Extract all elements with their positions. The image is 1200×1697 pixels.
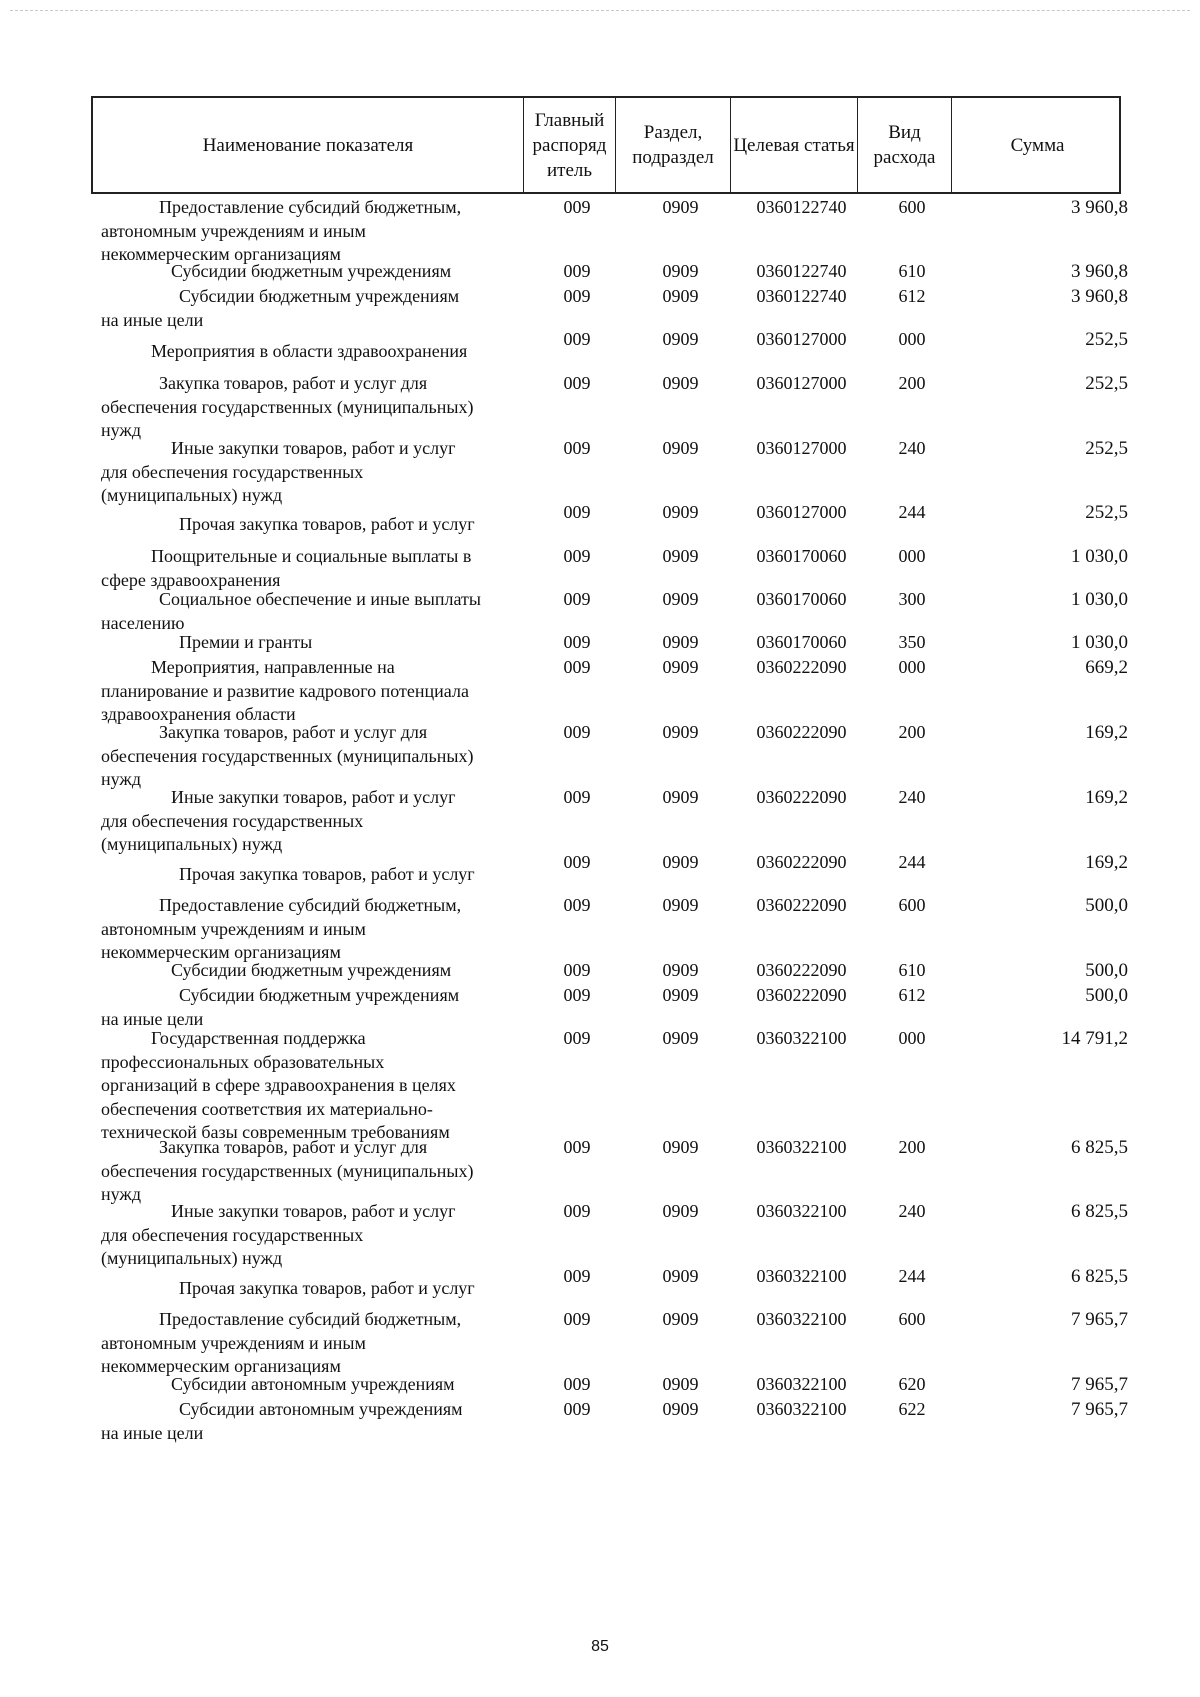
table-row — [101, 984, 1131, 1031]
row-name: Поощрительные и социальные выплаты в сфере здравоохранения — [101, 546, 472, 590]
row-razdel: 0909 — [662, 632, 699, 652]
row-celevaya: 0360222090 — [756, 852, 847, 872]
row-vid: 612 — [898, 985, 926, 1005]
row-razdel: 0909 — [662, 502, 699, 522]
row-glavny: 009 — [563, 960, 591, 980]
table-row — [101, 894, 1131, 965]
row-vid: 240 — [898, 1201, 926, 1221]
row-glavny: 009 — [563, 197, 591, 217]
row-razdel: 0909 — [662, 329, 699, 349]
row-name: Субсидии автономным учреждениям на иные цели — [101, 1399, 463, 1443]
row-vid: 200 — [898, 373, 926, 393]
row-vid: 240 — [898, 787, 926, 807]
table-row — [101, 372, 1131, 443]
row-name: Субсидии бюджетным учреждениям на иные цели — [101, 286, 460, 330]
row-vid: 600 — [898, 895, 926, 915]
row-summa: 3 960,8 — [1071, 286, 1128, 307]
row-vid: 600 — [898, 1309, 926, 1329]
row-glavny: 009 — [563, 632, 591, 652]
row-razdel: 0909 — [662, 373, 699, 393]
row-name: Прочая закупка товаров, работ и услуг — [179, 514, 475, 534]
row-celevaya: 0360322100 — [756, 1201, 847, 1221]
top-dashed-line — [10, 10, 1190, 11]
header-name: Наименование показателя — [202, 134, 414, 156]
row-summa: 14 791,2 — [1061, 1028, 1128, 1049]
row-name: Предоставление субсидий бюджетным, автономным учреждениям и иным некоммерческим организациям — [101, 895, 462, 962]
row-summa: 3 960,8 — [1071, 197, 1128, 218]
row-celevaya: 0360322100 — [756, 1028, 847, 1048]
row-razdel: 0909 — [662, 261, 699, 281]
row-vid: 300 — [898, 589, 926, 609]
row-glavny: 009 — [563, 438, 591, 458]
table-row — [101, 721, 1131, 792]
table-row — [101, 851, 1131, 887]
budget-table — [91, 96, 1128, 1484]
row-glavny: 009 — [563, 589, 591, 609]
row-name: Предоставление субсидий бюджетным, автономным учреждениям и иным некоммерческим организациям — [101, 1309, 462, 1376]
row-summa: 252,5 — [1085, 373, 1128, 394]
row-vid: 240 — [898, 438, 926, 458]
row-name: Субсидии бюджетным учреждениям — [171, 261, 452, 281]
table-row — [101, 631, 1131, 655]
table-row — [101, 588, 1131, 635]
row-vid: 610 — [898, 960, 926, 980]
row-summa: 7 965,7 — [1071, 1374, 1128, 1395]
row-razdel: 0909 — [662, 546, 699, 566]
row-celevaya: 0360322100 — [756, 1399, 847, 1419]
row-name: Иные закупки товаров, работ и услуг для обеспечения государственных (муниципальных) нужд — [101, 1201, 456, 1268]
row-razdel: 0909 — [662, 197, 699, 217]
table-row — [101, 328, 1131, 364]
table-row — [101, 1136, 1131, 1207]
table-row — [101, 656, 1131, 727]
row-summa: 7 965,7 — [1071, 1309, 1128, 1330]
row-celevaya: 0360322100 — [756, 1266, 847, 1286]
row-name: Мероприятия, направленные на планирование и развитие кадрового потенциала здравоохранения области — [101, 657, 469, 724]
row-summa: 669,2 — [1085, 657, 1128, 678]
row-vid: 244 — [898, 852, 926, 872]
row-glavny: 009 — [563, 1266, 591, 1286]
table-row — [101, 437, 1131, 508]
row-name: Мероприятия в области здравоохранения — [151, 341, 468, 361]
row-glavny: 009 — [563, 657, 591, 677]
row-razdel: 0909 — [662, 1266, 699, 1286]
row-razdel: 0909 — [662, 852, 699, 872]
row-glavny: 009 — [563, 502, 591, 522]
row-razdel: 0909 — [662, 1028, 699, 1048]
header-vid: Вид расхода — [857, 98, 951, 192]
table-body — [91, 194, 1128, 1484]
row-name: Социальное обеспечение и иные выплаты населению — [101, 589, 481, 633]
table-row — [101, 545, 1131, 592]
row-razdel: 0909 — [662, 722, 699, 742]
row-glavny: 009 — [563, 329, 591, 349]
row-razdel: 0909 — [662, 960, 699, 980]
row-glavny: 009 — [563, 1201, 591, 1221]
row-name: Субсидии бюджетным учреждениям — [171, 960, 452, 980]
row-glavny: 009 — [563, 546, 591, 566]
table-row — [101, 285, 1131, 332]
row-vid: 000 — [898, 546, 926, 566]
row-vid: 622 — [898, 1399, 926, 1419]
row-celevaya: 0360122740 — [756, 197, 847, 217]
row-glavny: 009 — [563, 852, 591, 872]
table-row — [101, 501, 1131, 537]
row-name: Субсидии автономным учреждениям — [171, 1374, 455, 1394]
page-number: 85 — [591, 1638, 609, 1655]
row-celevaya: 0360127000 — [756, 373, 847, 393]
row-summa: 6 825,5 — [1071, 1137, 1128, 1158]
row-vid: 000 — [898, 329, 926, 349]
header-razdel: Раздел, подраздел — [615, 98, 730, 192]
table-row — [101, 1027, 1131, 1145]
row-name: Закупка товаров, работ и услуг для обеспечения государственных (муниципальных) нужд — [101, 722, 474, 789]
row-name: Закупка товаров, работ и услуг для обеспечения государственных (муниципальных) нужд — [101, 1137, 474, 1204]
row-celevaya: 0360222090 — [756, 722, 847, 742]
row-vid: 200 — [898, 722, 926, 742]
row-summa: 6 825,5 — [1071, 1201, 1128, 1222]
row-glavny: 009 — [563, 286, 591, 306]
table-row — [101, 959, 1131, 983]
row-summa: 169,2 — [1085, 852, 1128, 873]
row-name: Закупка товаров, работ и услуг для обеспечения государственных (муниципальных) нужд — [101, 373, 474, 440]
row-summa: 500,0 — [1085, 895, 1128, 916]
row-celevaya: 0360127000 — [756, 329, 847, 349]
table-row — [101, 1265, 1131, 1301]
table-row — [101, 786, 1131, 857]
row-celevaya: 0360127000 — [756, 438, 847, 458]
row-celevaya: 0360170060 — [756, 589, 847, 609]
header-summa: Сумма — [951, 98, 1123, 192]
row-celevaya: 0360222090 — [756, 657, 847, 677]
row-celevaya: 0360122740 — [756, 261, 847, 281]
row-celevaya: 0360222090 — [756, 985, 847, 1005]
row-name: Премии и гранты — [179, 632, 313, 652]
row-celevaya: 0360127000 — [756, 502, 847, 522]
row-vid: 244 — [898, 502, 926, 522]
row-celevaya: 0360170060 — [756, 546, 847, 566]
table-row — [101, 1200, 1131, 1271]
row-glavny: 009 — [563, 985, 591, 1005]
row-glavny: 009 — [563, 722, 591, 742]
row-razdel: 0909 — [662, 1201, 699, 1221]
row-name: Предоставление субсидий бюджетным, автономным учреждениям и иным некоммерческим организациям — [101, 197, 462, 264]
row-name: Субсидии бюджетным учреждениям на иные цели — [101, 985, 460, 1029]
row-summa: 3 960,8 — [1071, 261, 1128, 282]
table-row — [101, 1308, 1131, 1379]
row-summa: 169,2 — [1085, 722, 1128, 743]
row-razdel: 0909 — [662, 1399, 699, 1419]
row-vid: 350 — [898, 632, 926, 652]
row-razdel: 0909 — [662, 985, 699, 1005]
row-celevaya: 0360222090 — [756, 960, 847, 980]
row-razdel: 0909 — [662, 787, 699, 807]
row-name: Иные закупки товаров, работ и услуг для обеспечения государственных (муниципальных) нужд — [101, 787, 456, 854]
row-celevaya: 0360170060 — [756, 632, 847, 652]
row-razdel: 0909 — [662, 589, 699, 609]
row-summa: 1 030,0 — [1071, 632, 1128, 653]
row-name: Иные закупки товаров, работ и услуг для обеспечения государственных (муниципальных) нужд — [101, 438, 456, 505]
row-celevaya: 0360322100 — [756, 1374, 847, 1394]
table-header — [91, 96, 1121, 194]
row-glavny: 009 — [563, 1374, 591, 1394]
row-vid: 620 — [898, 1374, 926, 1394]
row-summa: 6 825,5 — [1071, 1266, 1128, 1287]
row-glavny: 009 — [563, 1399, 591, 1419]
row-razdel: 0909 — [662, 286, 699, 306]
row-summa: 500,0 — [1085, 985, 1128, 1006]
row-name: Государственная поддержка профессиональных образовательных организаций в сфере здравоохранения в целях обеспечения соответствия их материально-технической базы современным требованиям — [101, 1028, 456, 1142]
header-celevaya: Целевая статья — [730, 98, 857, 192]
row-celevaya: 0360122740 — [756, 286, 847, 306]
row-name: Прочая закупка товаров, работ и услуг — [179, 864, 475, 884]
row-razdel: 0909 — [662, 657, 699, 677]
row-glavny: 009 — [563, 1309, 591, 1329]
row-glavny: 009 — [563, 895, 591, 915]
row-razdel: 0909 — [662, 895, 699, 915]
table-row — [101, 196, 1131, 267]
row-glavny: 009 — [563, 1028, 591, 1048]
row-glavny: 009 — [563, 787, 591, 807]
row-razdel: 0909 — [662, 438, 699, 458]
row-vid: 610 — [898, 261, 926, 281]
row-glavny: 009 — [563, 373, 591, 393]
row-summa: 252,5 — [1085, 438, 1128, 459]
row-vid: 000 — [898, 1028, 926, 1048]
table-row — [101, 1398, 1131, 1445]
row-name: Прочая закупка товаров, работ и услуг — [179, 1278, 475, 1298]
row-razdel: 0909 — [662, 1137, 699, 1157]
row-summa: 7 965,7 — [1071, 1399, 1128, 1420]
row-summa: 1 030,0 — [1071, 546, 1128, 567]
row-summa: 252,5 — [1085, 502, 1128, 523]
row-glavny: 009 — [563, 261, 591, 281]
row-vid: 000 — [898, 657, 926, 677]
row-razdel: 0909 — [662, 1374, 699, 1394]
table-row — [101, 1373, 1131, 1397]
row-vid: 244 — [898, 1266, 926, 1286]
row-summa: 1 030,0 — [1071, 589, 1128, 610]
row-summa: 500,0 — [1085, 960, 1128, 981]
table-row — [101, 260, 1131, 284]
row-summa: 169,2 — [1085, 787, 1128, 808]
row-summa: 252,5 — [1085, 329, 1128, 350]
row-vid: 200 — [898, 1137, 926, 1157]
header-glavny: Главный распоряд итель — [523, 98, 615, 192]
row-celevaya: 0360222090 — [756, 895, 847, 915]
row-vid: 600 — [898, 197, 926, 217]
row-vid: 612 — [898, 286, 926, 306]
row-razdel: 0909 — [662, 1309, 699, 1329]
row-glavny: 009 — [563, 1137, 591, 1157]
row-celevaya: 0360322100 — [756, 1137, 847, 1157]
row-celevaya: 0360322100 — [756, 1309, 847, 1329]
row-celevaya: 0360222090 — [756, 787, 847, 807]
